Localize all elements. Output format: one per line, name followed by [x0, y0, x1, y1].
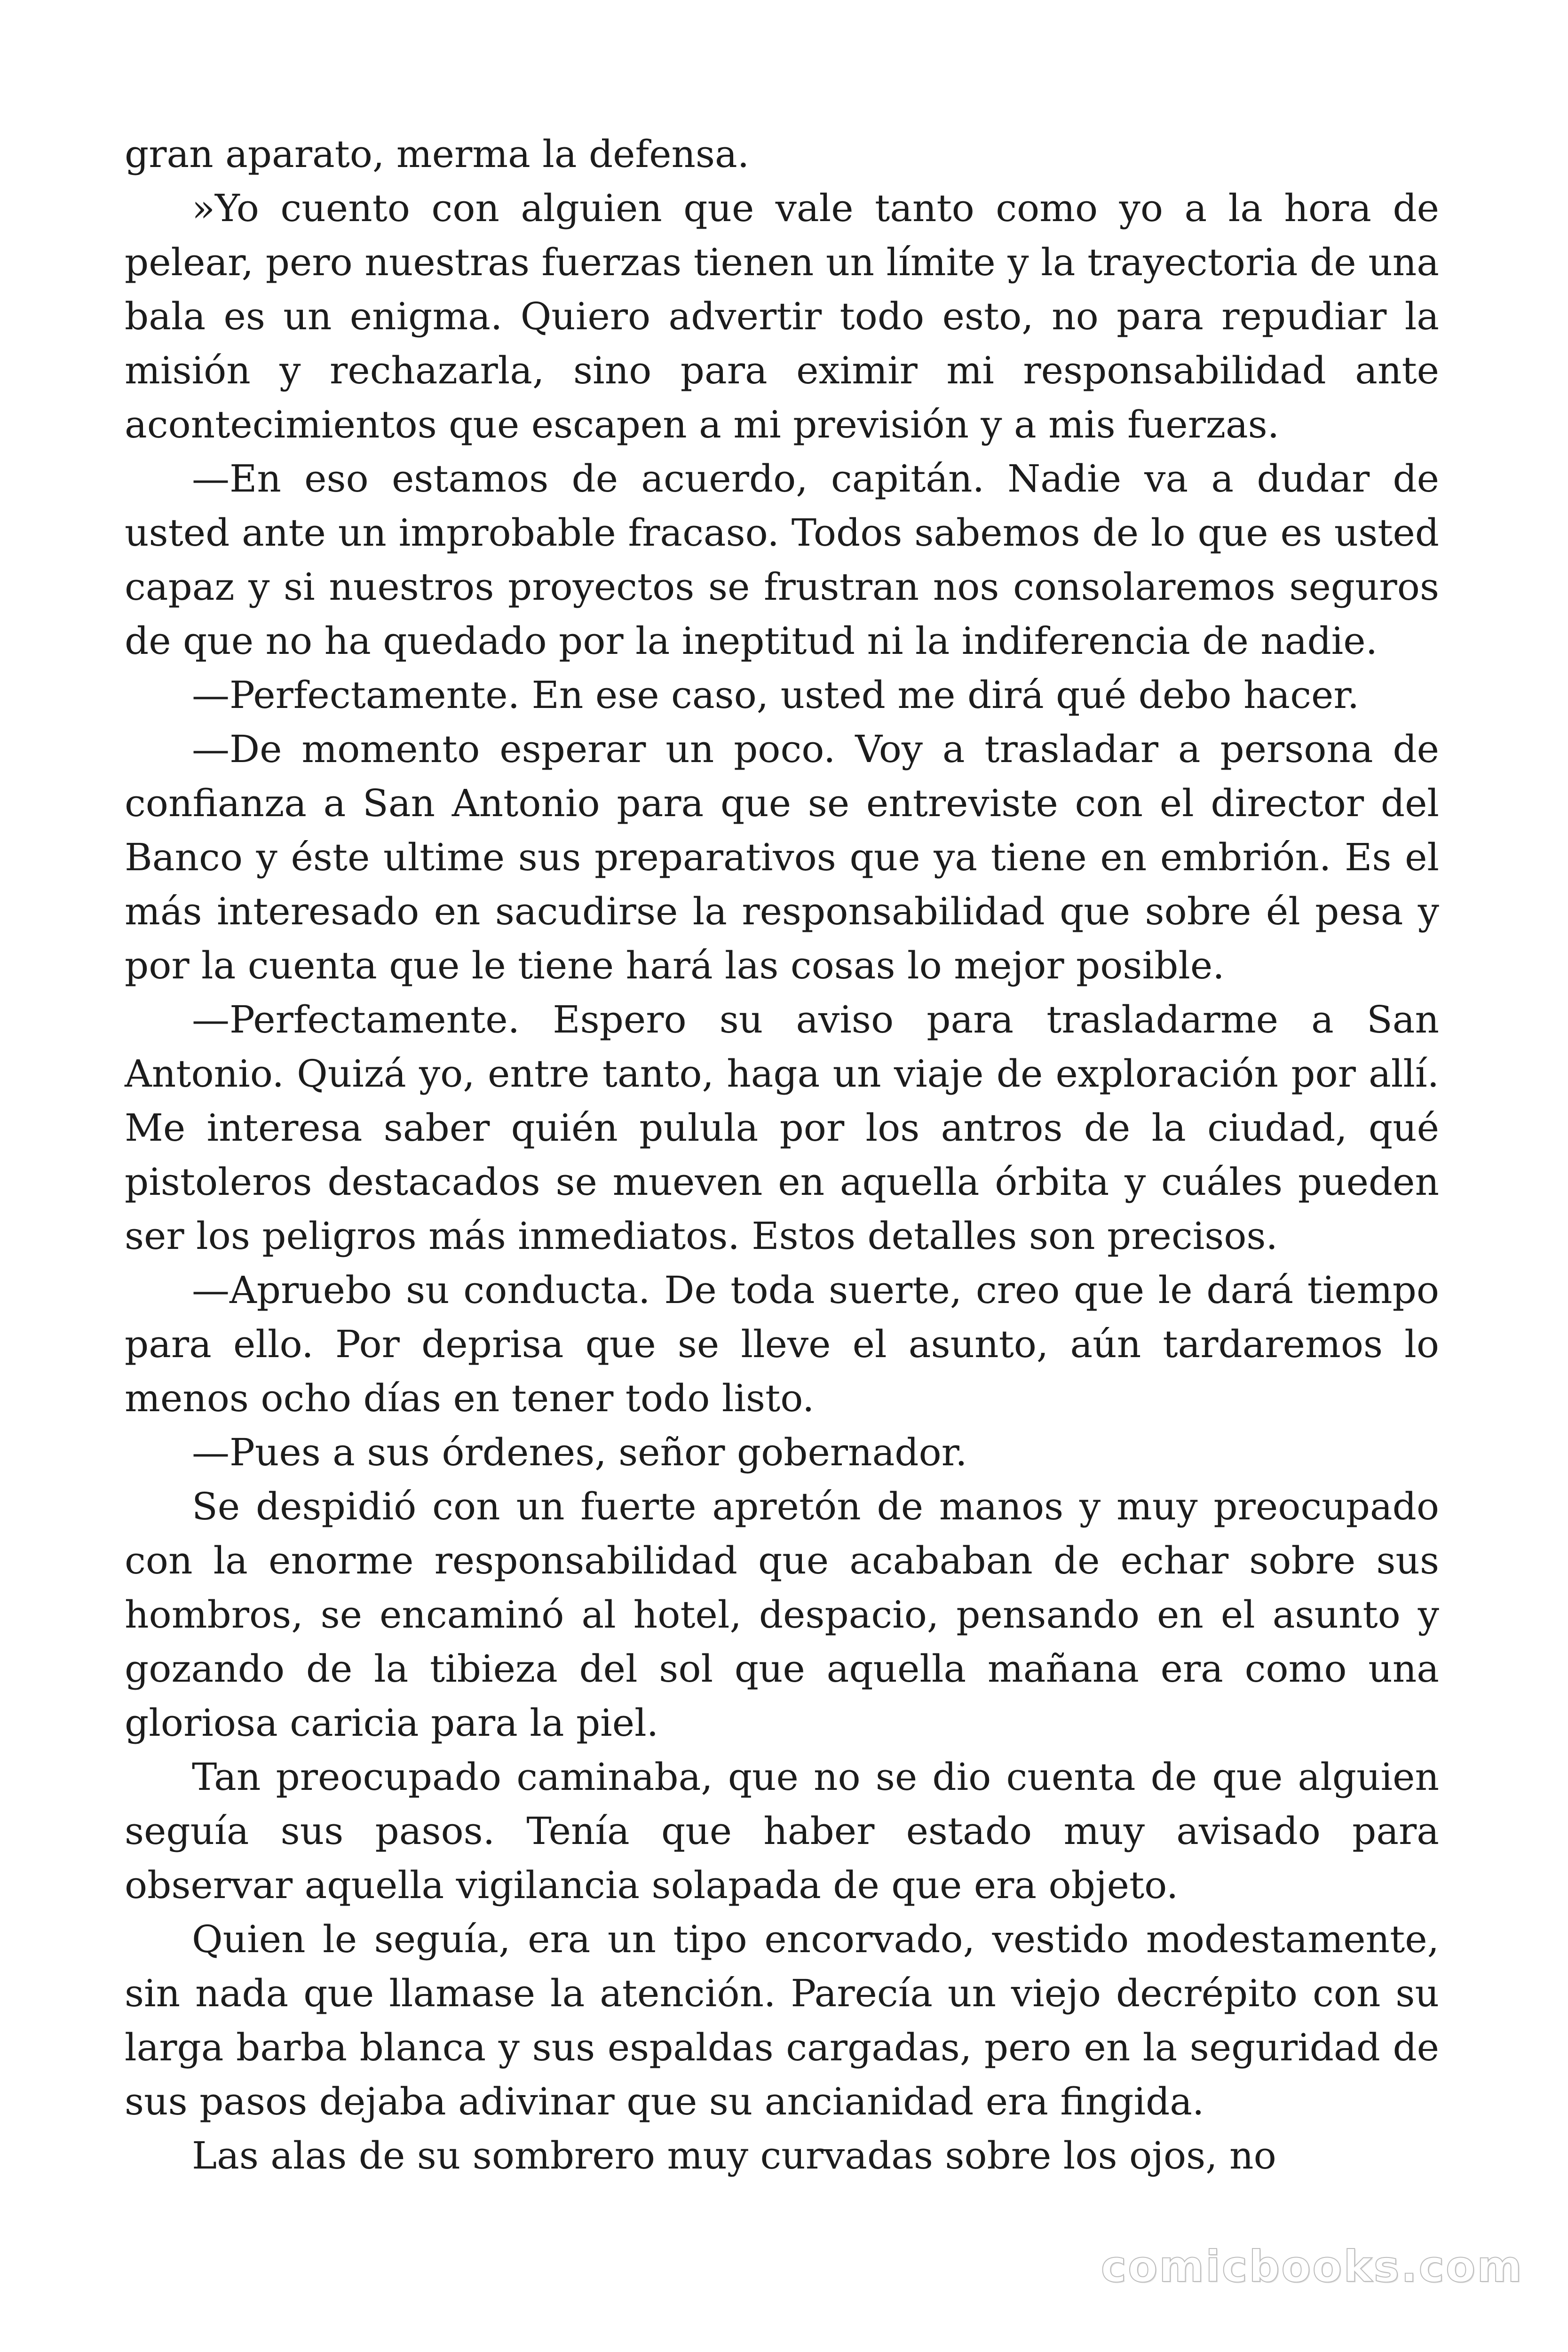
paragraph: —Perfectamente. Espero su aviso para trasladarme a San Antonio. Quizá yo, entre tanto, haga un viaje de exploración por allí. Me interesa saber quién pulula por los antros de la ciudad, qué pistoleros destacados se mueven en aquella órbita y cuáles pueden ser los peligros más inmediatos. Estos detalles son precisos.: [125, 998, 1439, 1258]
watermark: comicbooks.com: [1101, 2241, 1523, 2292]
paragraph: —Perfectamente. En ese caso, usted me dirá qué debo hacer.: [192, 673, 1360, 717]
paragraph: —De momento esperar un poco. Voy a trasladar a persona de confianza a San Antonio para que se entreviste con el director del Banco y éste ultime sus preparativos que ya tiene en embrión. Es el más interesado en sacudirse la responsabilidad que sobre él pesa y por la cuenta que le tiene hará las cosas lo mejor posible.: [125, 727, 1439, 987]
page-text: [125, 127, 1439, 2183]
paragraph: Se despidió con un fuerte apretón de manos y muy preocupado con la enorme responsabilidad que acababan de echar sobre sus hombros, se encaminó al hotel, despacio, pensando en el asunto y gozando de la tibieza del sol que aquella mañana era como una gloriosa caricia para la piel.: [125, 1485, 1439, 1745]
paragraph: —Apruebo su conducta. De toda suerte, creo que le dará tiempo para ello. Por deprisa que se lleve el asunto, aún tardaremos lo menos ocho días en tener todo listo.: [125, 1268, 1439, 1420]
paragraph: —Pues a sus órdenes, señor gobernador.: [192, 1430, 967, 1474]
paragraph: Las alas de su sombrero muy curvadas sobre los ojos, no: [192, 2134, 1276, 2177]
paragraph: Tan preocupado caminaba, que no se dio cuenta de que alguien seguía sus pasos. Tenía que haber estado muy avisado para observar aquella vigilancia solapada de que era objeto.: [125, 1755, 1439, 1907]
paragraph: Quien le seguía, era un tipo encorvado, vestido modestamente, sin nada que llamase la atención. Parecía un viejo decrépito con su larga barba blanca y sus espaldas cargadas, pero en la seguridad de sus pasos dejaba adivinar que su ancianidad era fingida.: [125, 1917, 1439, 2123]
paragraph: —En eso estamos de acuerdo, capitán. Nadie va a dudar de usted ante un improbable fracaso. Todos sabemos de lo que es usted capaz y si nuestros proyectos se frustran nos consolaremos seguros de que no ha quedado por la ineptitud ni la indiferencia de nadie.: [125, 457, 1439, 663]
paragraph: gran aparato, merma la defensa.: [125, 132, 750, 176]
paragraph: »Yo cuento con alguien que vale tanto como yo a la hora de pelear, pero nuestras fuerzas tienen un límite y la trayectoria de una bala es un enigma. Quiero advertir todo esto, no para repudiar la misión y rechazarla, sino para eximir mi responsabilidad ante acontecimientos que escapen a mi previsión y a mis fuerzas.: [125, 186, 1439, 446]
